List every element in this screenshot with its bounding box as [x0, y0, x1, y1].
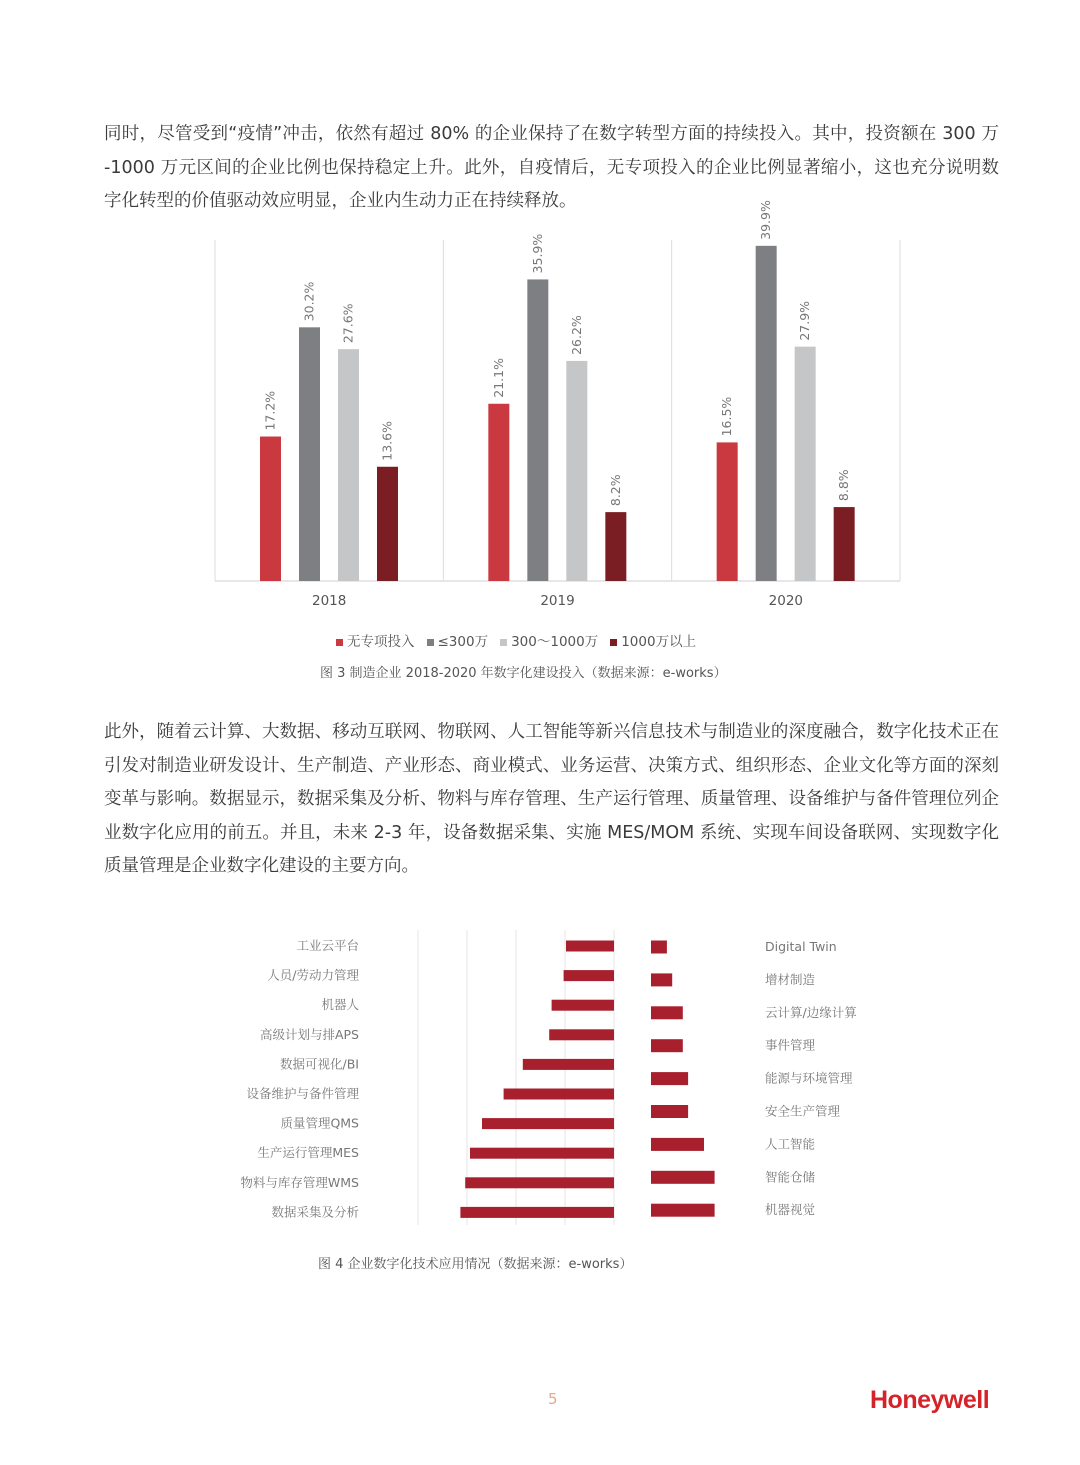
chart1-data-label: 13.6% [379, 421, 395, 461]
chart2-right-label: 人工智能 [765, 1136, 816, 1152]
chart2-left-bar [470, 1148, 614, 1159]
chart1-bar [834, 507, 855, 581]
intro-paragraph: 同时，尽管受到“疫情”冲击，依然有超过 80% 的企业保持了在数字转型方面的持续投入。其中，投资额在 300 万 -1000 万元区间的企业比例也保持稳定上升。此外，自疫情后，无专项投入的企业比例显著缩小，这也充分说明数字化转型的价值驱动效应明显，企业内生动力正在持续释放。 [104, 124, 999, 211]
chart1-data-label: 35.9% [529, 233, 545, 274]
chart1-bar [260, 437, 281, 581]
chart2-right-label: Digital Twin [765, 939, 837, 954]
chart2-left-bar [523, 1059, 614, 1070]
chart2-left-bar [566, 941, 614, 952]
chart2-left-label: 机器人 [321, 997, 359, 1013]
chart2-right-bar [651, 973, 672, 986]
chart2-left-bar [552, 1000, 614, 1011]
chart1-data-label: 26.2% [568, 315, 584, 355]
chart2-left-bar [564, 970, 614, 981]
chart2-left-bar [504, 1089, 614, 1100]
chart1-x-tick-label: 2020 [768, 593, 804, 609]
chart1-data-label: 39.9% [758, 200, 774, 240]
chart1-bar [299, 327, 320, 581]
chart2-left-label: 生产运行管理MES [257, 1145, 359, 1161]
chart1-bar [605, 512, 626, 581]
chart1-x-tick-label: 2019 [540, 593, 575, 609]
chart1-data-label: 8.2% [607, 474, 623, 507]
chart1-data-label: 27.6% [340, 303, 356, 344]
chart2-right-bar [651, 1204, 715, 1217]
tech-application-chart [220, 925, 880, 1235]
chart1-bar [717, 442, 738, 581]
chart2-left-bar [549, 1029, 614, 1040]
chart2-left-label: 设备维护与备件管理 [246, 1086, 359, 1101]
chart2-left-label: 人员/劳动力管理 [267, 967, 359, 983]
chart1-x-tick-label: 2018 [311, 593, 347, 609]
chart1-data-label: 17.2% [262, 390, 278, 431]
chart2-right-label: 机器视觉 [765, 1202, 816, 1218]
legend-item [500, 634, 598, 650]
chart1-data-label: 21.1% [490, 358, 506, 398]
chart1-bar [338, 349, 359, 581]
chart2-left-bar [460, 1207, 614, 1218]
chart2-left-label: 质量管理QMS [280, 1115, 359, 1131]
chart2-right-bar [651, 1072, 688, 1085]
page-number: 5 [548, 1390, 558, 1408]
chart1-bar [795, 347, 816, 581]
chart1-bar [756, 246, 777, 581]
chart1-bar [566, 361, 587, 581]
legend-label: 无专项投入 [347, 634, 415, 650]
chart2-left-bar [482, 1118, 614, 1129]
chart2-left-label: 高级计划与排APS [259, 1026, 359, 1042]
legend-label: 1000万以上 [621, 634, 697, 650]
legend-swatch [610, 639, 617, 646]
honeywell-logo: Honeywell [870, 1386, 990, 1414]
legend-swatch [336, 639, 343, 646]
chart1-legend [336, 630, 708, 650]
figure-3-caption: 图 3 制造企业 2018-2020 年数字化建设投入（数据来源：e-works） [320, 666, 727, 681]
legend-swatch [427, 639, 434, 646]
legend-label: ≤300万 [437, 634, 489, 650]
chart2-right-label: 云计算/边缘计算 [765, 1004, 857, 1020]
legend-item [336, 634, 415, 650]
chart1-bar [527, 279, 548, 581]
chart1-data-label: 8.8% [836, 469, 852, 502]
chart2-left-label: 物料与库存管理WMS [240, 1174, 359, 1190]
chart1-data-label: 30.2% [301, 281, 317, 322]
chart2-left-label: 工业云平台 [296, 938, 359, 953]
chart2-left-label: 数据可视化/BI [280, 1056, 359, 1072]
chart2-right-bar [651, 1006, 683, 1019]
chart1-data-label: 27.9% [797, 300, 813, 341]
chart2-right-label: 能源与环境管理 [765, 1070, 853, 1086]
chart2-right-bar [651, 941, 667, 954]
chart1-bar [377, 467, 398, 581]
chart2-left-bar [465, 1177, 614, 1188]
investment-bar-chart [200, 200, 920, 620]
chart2-right-bar [651, 1138, 704, 1151]
chart2-right-label: 事件管理 [765, 1037, 816, 1053]
chart2-right-bar [651, 1171, 715, 1184]
figure-4-caption: 图 4 企业数字化技术应用情况（数据来源：e-works） [318, 1257, 633, 1272]
legend-swatch [500, 639, 507, 646]
tech-paragraph: 此外，随着云计算、大数据、移动互联网、物联网、人工智能等新兴信息技术与制造业的深度融合，数字化技术正在引发对制造业研发设计、生产制造、产业形态、商业模式、业务运营、决策方式、组织形态、企业文化等方面的深刻变革与影响。数据显示，数据采集及分析、物料与库存管理、生产运行管理、质量管理、设备维护与备件管理位列企业数字化应用的前五。并且，未来 2-3 年，设备数据采集、实施 MES/MOM 系统、实现车间设备联网、实现数字化质量管理是企业数字化建设的主要方向。 [104, 722, 999, 876]
chart2-right-label: 增材制造 [765, 971, 816, 987]
chart1-data-label: 16.5% [719, 396, 735, 437]
legend-item [610, 634, 696, 650]
chart2-right-bar [651, 1039, 683, 1052]
chart2-left-label: 数据采集及分析 [271, 1204, 359, 1220]
chart2-right-bar [651, 1105, 688, 1118]
chart1-bar [488, 404, 509, 581]
legend-item [427, 634, 489, 650]
legend-label: 300～1000万 [511, 634, 599, 650]
chart2-right-label: 安全生产管理 [765, 1103, 841, 1119]
chart2-right-label: 智能仓储 [765, 1169, 816, 1185]
